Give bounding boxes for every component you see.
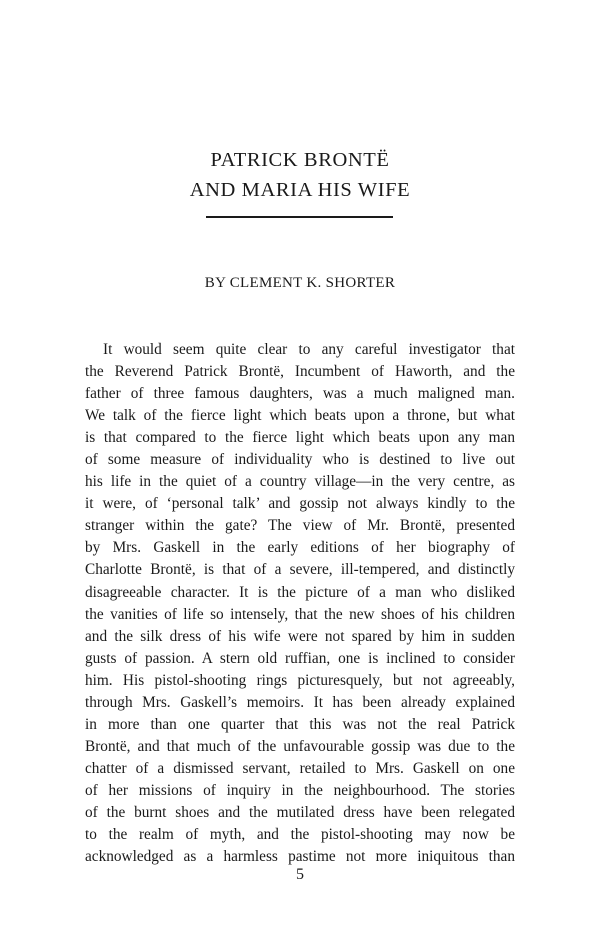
text-line: to the realm of myth, and the pistol-shooting may now be xyxy=(85,826,515,844)
text-line: in more than one quarter that this was not the real Patrick xyxy=(85,715,515,733)
text-line: of the burnt shoes and the mutilated dress have been relegated xyxy=(85,803,515,821)
text-line: the vanities of life so intensely, that the new shoes of his children xyxy=(85,605,515,623)
text-line: gusts of passion. A stern old ruffian, one is inclined to consider xyxy=(85,649,515,667)
text-line: his life in the quiet of a country village—in the very centre, as xyxy=(85,473,515,491)
page-number: 5 xyxy=(296,866,304,883)
text-line: disagreeable character. It is the picture of a man who disliked xyxy=(85,583,515,601)
text-line: It would seem quite clear to any careful investigator that xyxy=(103,341,515,358)
text-line: chatter of a dismissed servant, retailed to Mrs. Gaskell on one xyxy=(85,759,515,777)
text-line: Charlotte Brontë, is that of a severe, ill-tempered, and distinctly xyxy=(85,561,515,579)
text-line: father of three famous daughters, was a much maligned man. xyxy=(85,385,515,403)
text-line: We talk of the fierce light which beats upon a throne, but what xyxy=(85,407,515,425)
chapter-title-line-2: AND MARIA HIS WIFE xyxy=(189,179,411,201)
text-line: of her missions of inquiry in the neighbourhood. The stories xyxy=(85,781,515,799)
text-line: acknowledged as a harmless pastime not more iniquitous than xyxy=(85,848,515,866)
title-divider xyxy=(206,216,393,218)
chapter-title-line-1: PATRICK BRONTË xyxy=(210,149,390,171)
text-line: and the silk dress of his wife were not spared by him in sudden xyxy=(85,627,515,645)
author-byline: BY CLEMENT K. SHORTER xyxy=(204,275,396,291)
text-line: of some measure of individuality who is destined to live out xyxy=(85,451,515,469)
text-line: stranger within the gate? The view of Mr. Brontë, presented xyxy=(85,517,515,535)
text-line: Brontë, and that much of the unfavourable gossip was due to the xyxy=(85,737,515,755)
text-line: it were, of ‘personal talk’ and gossip not always kindly to the xyxy=(85,495,515,513)
text-line: the Reverend Patrick Brontë, Incumbent of Haworth, and the xyxy=(85,363,515,381)
text-line: through Mrs. Gaskell’s memoirs. It has been already explained xyxy=(85,693,515,711)
body-text xyxy=(85,339,515,868)
text-line: him. His pistol-shooting rings picturesquely, but not agreeably, xyxy=(85,671,515,689)
text-line: by Mrs. Gaskell in the early editions of her biography of xyxy=(85,539,515,557)
text-line: is that compared to the fierce light which beats upon any man xyxy=(85,429,515,447)
paragraph xyxy=(85,339,515,868)
chapter-title xyxy=(0,145,600,205)
